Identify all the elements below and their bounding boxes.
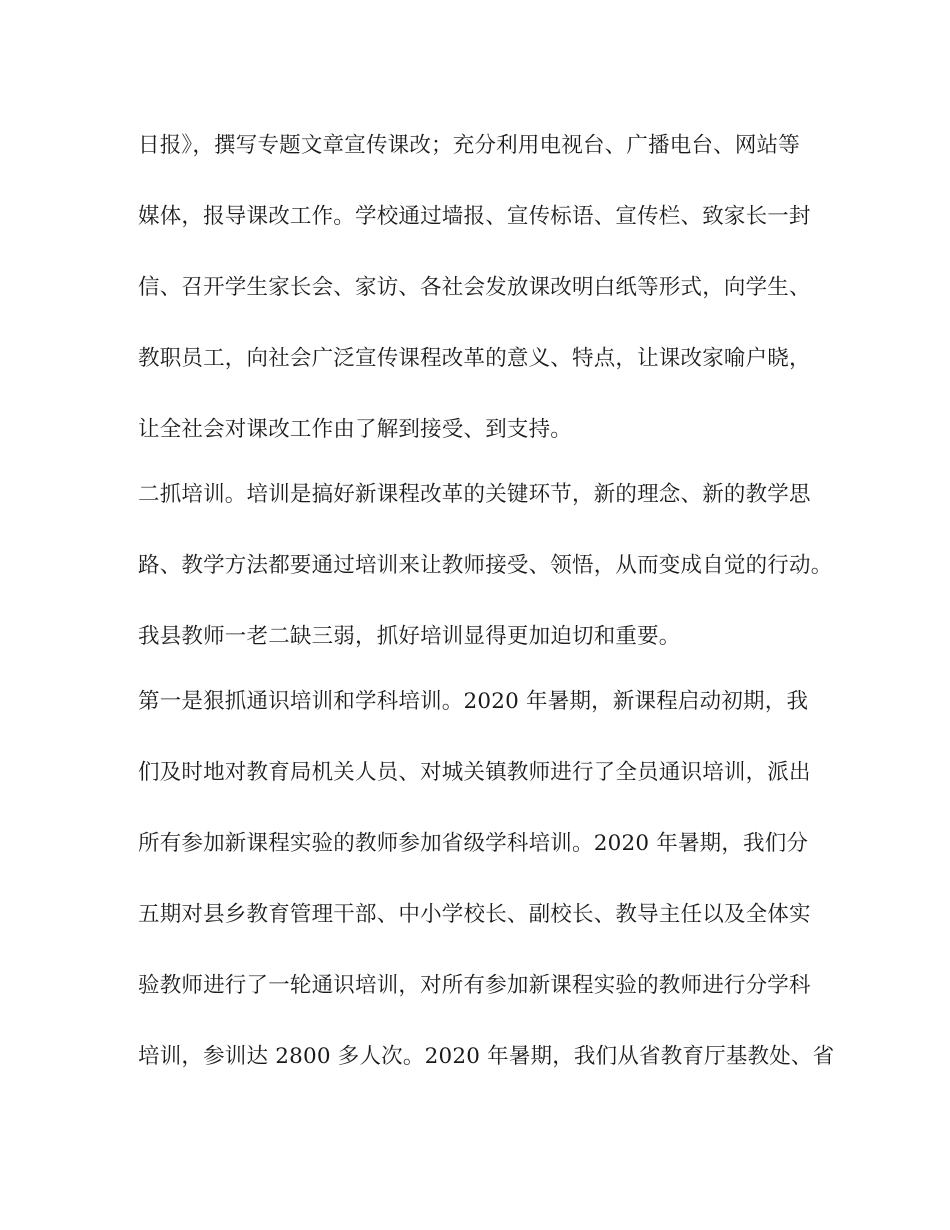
text-line: 五期对县乡教育管理干部、中小学校长、副校长、教导主任以及全体实: [138, 902, 811, 927]
text-line: 我县教师一老二缺三弱，抓好培训显得更加迫切和重要。: [138, 624, 681, 649]
text-line: 信、召开学生家长会、家访、各社会发放课改明白纸等形式，向学生、: [138, 275, 811, 300]
text-line: 教职员工，向社会广泛宣传课程改革的意义、特点，让课改家喻户晓，: [138, 346, 811, 371]
text-line: 验教师进行了一轮通识培训，对所有参加新课程实验的教师进行分学科: [138, 973, 811, 998]
text-line: 们及时地对教育局机关人员、对城关镇教师进行了全员通识培训，派出: [138, 760, 811, 785]
text-line: 第一是狠抓通识培训和学科培训。2020 年暑期，新课程启动初期，我: [138, 689, 809, 714]
text-line: 路、教学方法都要通过培训来让教师接受、领悟，从而变成自觉的行动。: [138, 553, 833, 578]
text-line: 所有参加新课程实验的教师参加省级学科培训。2020 年暑期，我们分: [138, 831, 809, 856]
text-line: 日报》，撰写专题文章宣传课改；充分利用电视台、广播电台、网站等: [138, 133, 800, 158]
text-line: 二抓培训。培训是搞好新课程改革的关键环节，新的理念、新的教学思: [138, 482, 811, 507]
text-line: 媒体，报导课改工作。学校通过墙报、宣传标语、宣传栏、致家长一封: [138, 204, 811, 229]
text-line: 培训，参训达 2800 多人次。2020 年暑期，我们从省教育厅基教处、省: [138, 1044, 835, 1069]
text-line: 让全社会对课改工作由了解到接受、到支持。: [138, 417, 573, 442]
